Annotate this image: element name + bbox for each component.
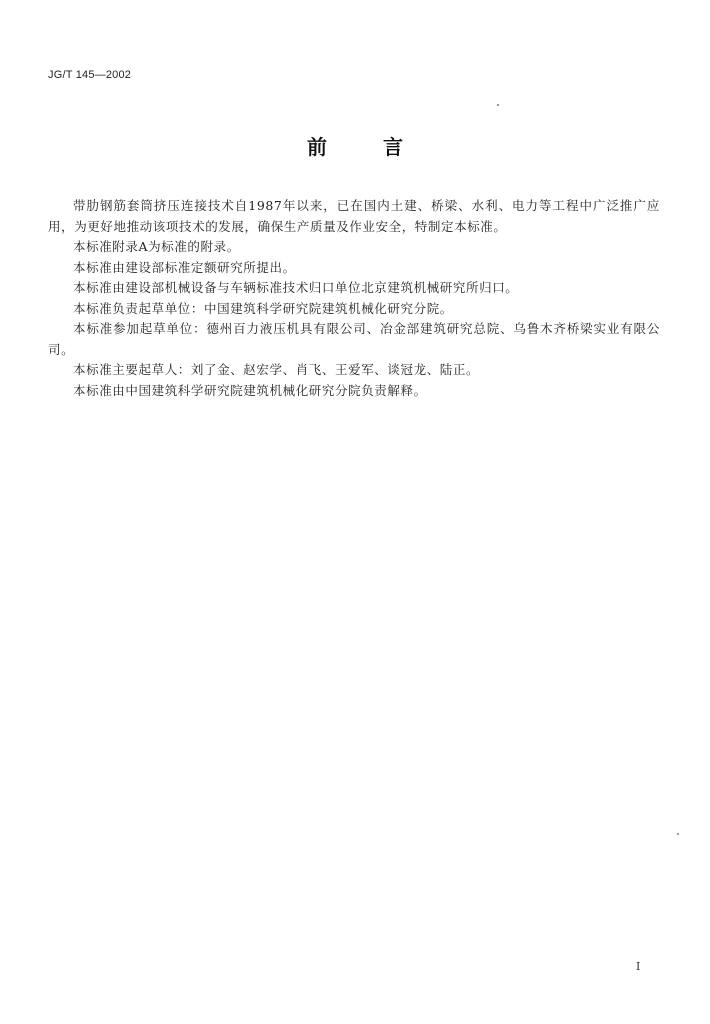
foreword-body xyxy=(48,196,660,401)
paragraph-intro: 带肋钢筋套筒挤压连接技术自1987年以来，已在国内土建、桥梁、水利、电力等工程中广泛推广应用，为更好地推动该项技术的发展，确保生产质量及作业安全，特制定本标准。 xyxy=(48,198,660,234)
paragraph-participating-drafters: 本标准参加起草单位：德州百力液压机具有限公司、冶金部建筑研究总院、乌鲁木齐桥梁实业有限公司。 xyxy=(48,321,660,357)
page-title-char-1: 前 xyxy=(307,135,327,159)
paragraph-chief-drafter: 本标准负责起草单位：中国建筑科学研究院建筑机械化研究分院。 xyxy=(73,300,453,316)
paragraph-centralizer: 本标准由建设部机械设备与车辆标准技术归口单位北京建筑机械研究所归口。 xyxy=(73,280,519,295)
scan-speck xyxy=(497,104,499,106)
paragraph-appendix: 本标准附录A为标准的附录。 xyxy=(73,239,240,254)
page-title xyxy=(0,131,710,160)
page-title-char-2: 言 xyxy=(383,135,403,159)
paragraph-main-drafters: 本标准主要起草人：刘了金、赵宏学、肖飞、王爱军、谈冠龙、陆正。 xyxy=(73,362,480,377)
paragraph-proposer: 本标准由建设部标准定额研究所提出。 xyxy=(73,259,296,275)
standard-code: JG/T 145—2002 xyxy=(48,69,132,81)
scan-speck xyxy=(677,833,679,835)
title-spacer xyxy=(327,131,383,160)
page-number: I xyxy=(636,960,641,973)
paragraph-interpretation: 本标准由中国建筑科学研究院建筑机械化研究分院负责解释。 xyxy=(73,382,427,398)
